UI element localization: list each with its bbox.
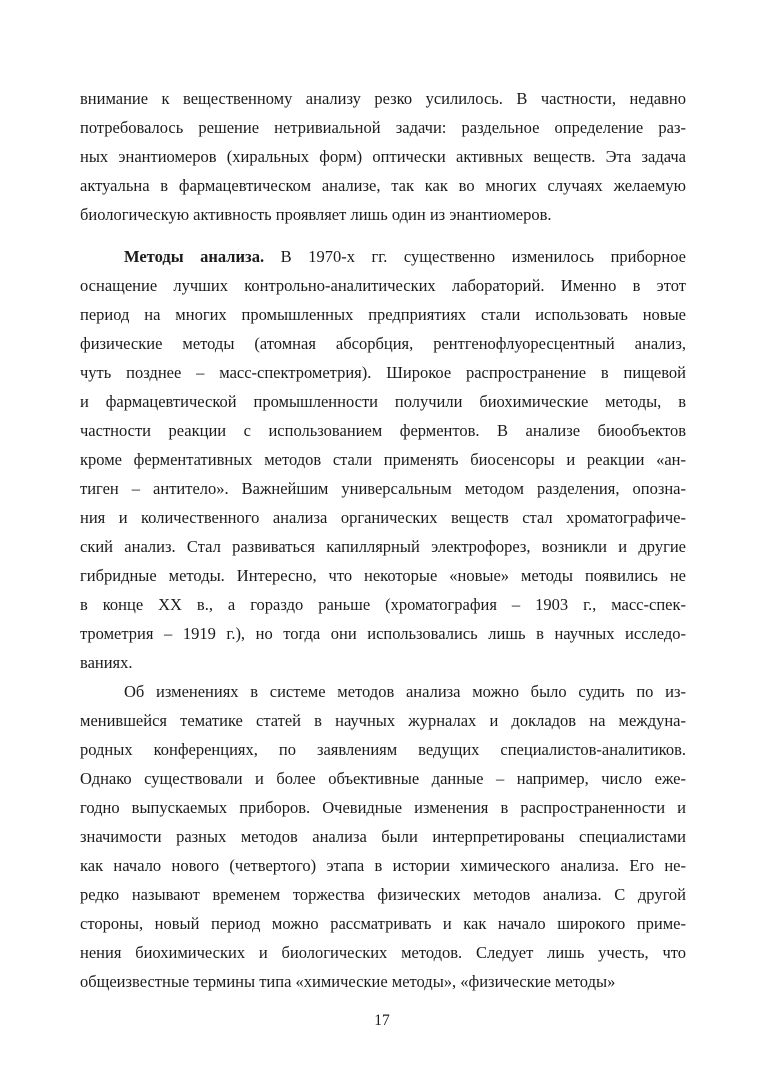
paragraph-lead-rest: В 1970-х гг. существенно изменилось приборное	[264, 247, 686, 266]
text-line: редко называют временем торжества физических методов анализа. С другой	[80, 885, 686, 904]
text-line: нения биохимических и биологических методов. Следует лишь учесть, что	[80, 943, 686, 962]
text-line: тиген – антитело». Важнейшим универсальным методом разделения, опозна-	[80, 479, 686, 498]
text-line: в конце XX в., а гораздо раньше (хроматография – 1903 г., масс-спек-	[80, 595, 686, 614]
page-number: 17	[374, 1012, 390, 1029]
text-line: стороны, новый период можно рассматривать и как начало широкого приме-	[80, 914, 686, 933]
paragraph-lead-bold: Методы анализа.	[124, 247, 265, 266]
text-line: актуальна в фармацевтическом анализе, так как во многих случаях желаемую	[80, 176, 686, 195]
text-line: трометрия – 1919 г.), но тогда они использовались лишь в научных исследо-	[80, 624, 686, 643]
text-line: как начало нового (четвертого) этапа в истории химического анализа. Его не-	[80, 856, 686, 875]
paragraph-1	[80, 84, 686, 229]
text-line: период на многих промышленных предприятиях стали использовать новые	[80, 305, 686, 324]
text-line: менившейся тематике статей в научных журналах и докладов на междуна-	[80, 711, 686, 730]
text-line: гибридные методы. Интересно, что некоторые «новые» методы появились не	[80, 566, 686, 585]
text-line: и фармацевтической промышленности получили биохимические методы, в	[80, 392, 686, 411]
text-line: общеизвестные термины типа «химические методы», «физические методы»	[80, 972, 616, 991]
text-line: ский анализ. Стал развиваться капиллярный электрофорез, возникли и другие	[80, 537, 686, 556]
text-line: значимости разных методов анализа были интерпретированы специалистами	[80, 827, 686, 846]
text-line: Однако существовали и более объективные данные – например, число еже-	[80, 769, 686, 788]
text-line: оснащение лучших контрольно-аналитических лабораторий. Именно в этот	[80, 276, 686, 295]
text-line: ваниях.	[80, 653, 133, 672]
paragraph-3	[80, 677, 686, 996]
text-line: годно выпускаемых приборов. Очевидные изменения в распространенности и	[80, 798, 686, 817]
text-line: кроме ферментативных методов стали применять биосенсоры и реакции «ан-	[80, 450, 686, 469]
text-line: чуть позднее – масс-спектрометрия). Широкое распространение в пищевой	[80, 363, 686, 382]
text-line: частности реакции с использованием ферментов. В анализе биообъектов	[80, 421, 686, 440]
text-line: биологическую активность проявляет лишь один из энантиомеров.	[80, 205, 552, 224]
text-line: родных конференциях, по заявлениям ведущих специалистов-аналитиков.	[80, 740, 686, 759]
text-line: внимание к вещественному анализу резко усилилось. В частности, недавно	[80, 89, 686, 108]
text-line: Об изменениях в системе методов анализа можно было судить по из-	[124, 682, 686, 701]
text-line	[80, 242, 686, 271]
text-line: физические методы (атомная абсорбция, рентгенофлуоресцентный анализ,	[80, 334, 686, 353]
text-line: потребовалось решение нетривиальной задачи: раздельное определение раз-	[80, 118, 686, 137]
paragraph-2	[80, 242, 686, 677]
text-line: ных энантиомеров (хиральных форм) оптически активных веществ. Эта задача	[80, 147, 686, 166]
text-block	[80, 84, 686, 996]
text-line: ния и количественного анализа органических веществ стал хроматографиче-	[80, 508, 686, 527]
